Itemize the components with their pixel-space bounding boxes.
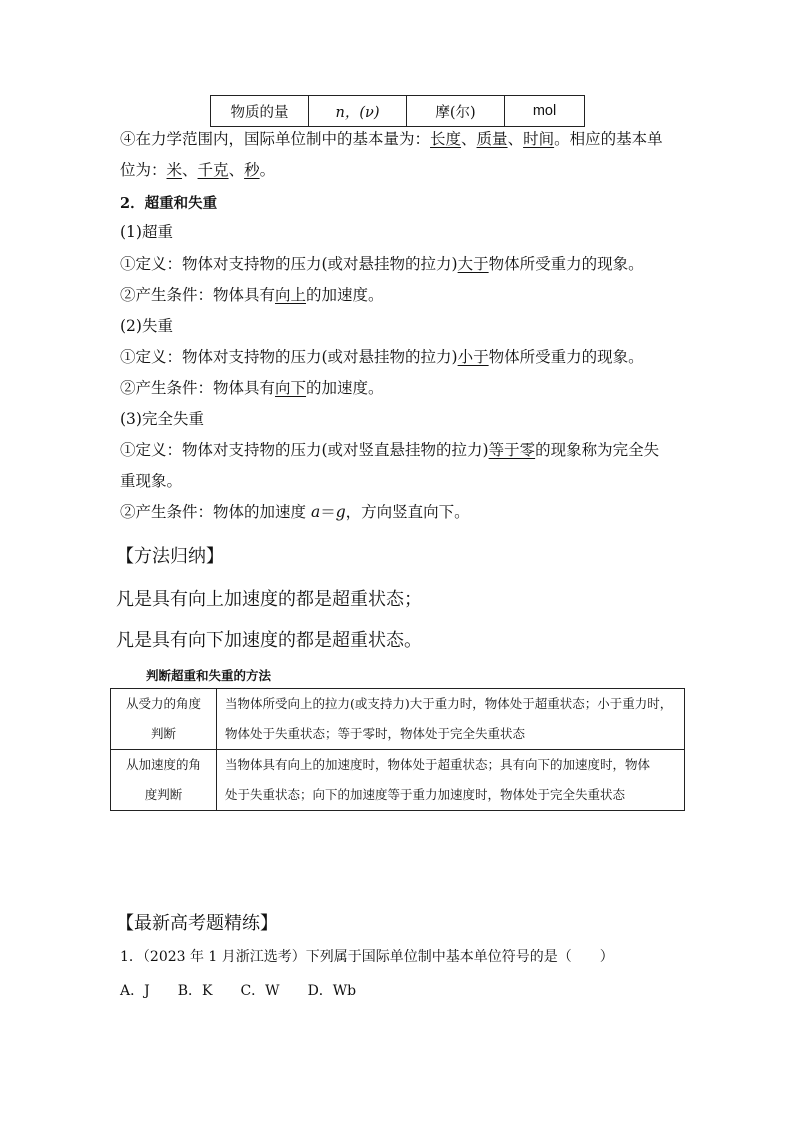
question-1-options: A．J B．K C．W D．Wb — [120, 983, 357, 999]
complete-weightloss-definition-cont: 重现象。 — [120, 472, 183, 490]
row-label: 从加速度的角 度判断 — [111, 750, 217, 811]
method-line-1: 凡是具有向上加速度的都是超重状态； — [116, 589, 422, 610]
unit-symbol-cell: mol — [505, 96, 585, 127]
method-line-2: 凡是具有向下加速度的都是超重状态。 — [116, 630, 422, 651]
subheading-complete-weightloss: (3)完全失重 — [120, 410, 204, 428]
unit-name-cell: 摩(尔) — [407, 96, 505, 127]
row-text: 当物体所受向上的拉力(或支持力)大于重力时，物体处于超重状态；小于重力时， 物体处于失重状态；等于零时，物体处于完全失重状态 — [217, 689, 685, 750]
subheading-weightloss: (2)失重 — [120, 317, 173, 335]
unit-table — [210, 95, 585, 127]
quantity-cell: 物质的量 — [211, 96, 309, 127]
complete-weightloss-definition: ①定义：物体对支持物的压力(或对竖直悬挂物的拉力)等于零的现象称为完全失 — [120, 441, 660, 459]
section-heading: 2．超重和失重 — [120, 195, 218, 212]
overweight-condition: ②产生条件：物体具有向上的加速度。 — [120, 286, 384, 304]
table-caption: 判断超重和失重的方法 — [146, 668, 272, 683]
method-table — [110, 688, 685, 811]
base-units-line: 位为：米、千克、秒。 — [120, 161, 276, 179]
subheading-overweight: (1)超重 — [120, 223, 173, 241]
row-text: 当物体具有向上的加速度时，物体处于超重状态；具有向下的加速度时，物体 处于失重状态；向下的加速度等于重力加速度时，物体处于完全失重状态 — [217, 750, 685, 811]
complete-weightloss-condition: ②产生条件：物体的加速度 a＝g，方向竖直向下。 — [120, 503, 470, 521]
exam-heading: 【最新高考题精练】 — [116, 913, 278, 934]
table-row — [211, 96, 585, 127]
table-row — [111, 689, 685, 750]
weightloss-definition: ①定义：物体对支持物的压力(或对悬挂物的拉力)小于物体所受重力的现象。 — [120, 348, 644, 366]
weightloss-condition: ②产生条件：物体具有向下的加速度。 — [120, 379, 384, 397]
method-heading: 【方法归纳】 — [116, 546, 224, 567]
base-quantities-line: ④在力学范围内，国际单位制中的基本量为：长度、质量、时间。相应的基本单 — [120, 130, 663, 148]
question-1: 1．（2023 年 1 月浙江选考）下列属于国际单位制中基本单位符号的是（ ） — [120, 949, 614, 965]
symbol-cell: n，(ν) — [309, 96, 407, 127]
table-row — [111, 750, 685, 811]
overweight-definition: ①定义：物体对支持物的压力(或对悬挂物的拉力)大于物体所受重力的现象。 — [120, 255, 644, 273]
row-label: 从受力的角度 判断 — [111, 689, 217, 750]
